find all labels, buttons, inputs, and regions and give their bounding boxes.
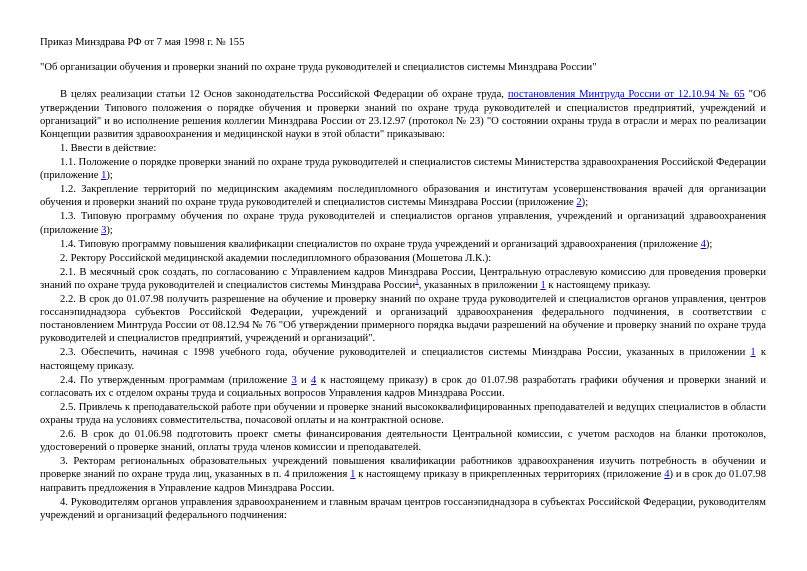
paragraph-text: 1.3. Типовую программу обучения по охране труда руководителей и специалистов органов управления, учреждений и организаций здравоохранения (приложение: [40, 211, 766, 236]
document: [40, 36, 766, 522]
link-appendix-3[interactable]: 3: [101, 224, 107, 236]
paragraph-text: 2.4. По утвержденным программам (приложение: [60, 374, 292, 386]
paragraph-text: );: [106, 170, 113, 182]
document-title: Приказ Минздрава РФ от 7 мая 1998 г. № 155: [40, 37, 245, 48]
paragraph-2-2: 2.2. В срок до 01.07.98 получить разрешение на обучение и проверку знаний по охране труда руководителей и специалистов органов управления, центров госсанэпиднадзора субъектов Российской Федерации, учреждений и организаций здравоохранения федерального подчинения, в соответствии с постановлением Минтруда России от 08.12.94 № 76 "Об утверждении примерного порядка выдачи разрешений на обучение и проверку знаний по охране труда руководителей и специалистов предприятий, учреждений и организаций".: [40, 293, 766, 345]
paragraph-text: ) и в срок до 01.07.98 направить предложения в Управление кадров Минздрава России.: [40, 469, 766, 494]
paragraph-2-3: [40, 346, 766, 372]
paragraph-4: 4. Руководителям органов управления здравоохранением и главным врачам центров госсанэпиднадзора в субъектах Российской Федерации, руководителям учреждений и организаций федерального подчинения:: [40, 496, 766, 521]
link-appendix-1[interactable]: 1: [101, 170, 107, 182]
paragraph-text: 2.1. В месячный срок создать, по согласованию с Управлением кадров Минздрава России, Центральную отраслевую комиссию для проведения проверки знаний по охране труда руководителей и специалистов системы Минздрава России: [40, 266, 766, 291]
intro-text-a: В целях реализации статьи 12 Основ законодательства Российской Федерации об охране труда,: [60, 89, 508, 101]
paragraph-1-3: [40, 210, 766, 236]
paragraph-intro: [40, 88, 766, 141]
paragraph-text: );: [581, 197, 589, 209]
link-appendix-2[interactable]: 2: [576, 197, 582, 209]
paragraph-text: и: [296, 374, 312, 386]
paragraph-text: );: [705, 238, 713, 250]
link-appendix-1[interactable]: 1: [540, 279, 546, 291]
paragraph-text: , указанных в приложении: [418, 279, 541, 291]
paragraph-1-4: [40, 238, 766, 251]
paragraph-2-4: [40, 374, 766, 400]
paragraph-2-5: 2.5. Привлечь к преподавательской работе при обучении и проверке знаний высококвалифицированных преподавателей и ведущих специалистов в области охраны труда на условиях совместительства, почасовой оплаты и на контрактной основе.: [40, 401, 766, 427]
paragraph-2: 2. Ректору Российской медицинской академии последипломного образования (Мошетова Л.К.):: [60, 252, 492, 264]
paragraph-text: к настоящему приказу.: [545, 279, 651, 291]
link-appendix-4[interactable]: 4: [664, 469, 670, 481]
paragraph-text: 1.1. Положение о порядке проверки знаний по охране труда руководителей и специалистов системы Министерства здравоохранения Российской Федерации (приложение: [40, 157, 766, 182]
footnote-link-1[interactable]: 1: [415, 277, 419, 286]
link-appendix-3[interactable]: 3: [291, 374, 297, 386]
paragraph-text: к настоящему приказу в прикрепленных территориях (приложение: [355, 469, 665, 481]
document-subtitle: "Об организации обучения и проверки знаний по охране труда руководителей и специалистов системы Минздрава России": [40, 62, 597, 74]
paragraph-text: 1.2. Закрепление территорий по медицинским академиям последипломного образования и институтам усовершенствования врачей для организации обучения и проверки знаний по охране труда руководителей и специалистов системы Минздрава России (приложение: [40, 184, 766, 209]
link-appendix-4[interactable]: 4: [700, 238, 706, 250]
paragraph-3: [40, 455, 766, 495]
paragraph-2-6: 2.6. В срок до 01.06.98 подготовить проект сметы финансирования деятельности Центральной комиссии, с учетом расходов на бланки протоколов, удостоверений о проверке знаний, оплаты труда членов комиссии и преподавателей.: [40, 429, 766, 454]
link-appendix-4[interactable]: 4: [311, 374, 317, 386]
paragraph-text: 3. Ректорам региональных образовательных учреждений повышения квалификации работников здравоохранения изучить потребность в обучении и проверке знаний по охране труда лиц, указанных в п. 4 приложения: [40, 456, 766, 481]
paragraph-2-1: [40, 266, 766, 292]
paragraph-1-2: [40, 183, 766, 209]
paragraph-text: );: [106, 224, 113, 236]
paragraph-1: 1. Ввести в действие:: [60, 143, 157, 155]
paragraph-text: 1.4. Типовую программу повышения квалификации специалистов по охране труда учреждений и организаций здравоохранения (приложение: [60, 238, 701, 250]
paragraph-text: к настоящему приказу.: [40, 347, 766, 372]
link-appendix-1[interactable]: 1: [350, 469, 356, 481]
link-postanovlenie-mintruda[interactable]: постановления Минтруда России от 12.10.94 № 65: [507, 89, 745, 101]
link-appendix-1[interactable]: 1: [750, 347, 756, 359]
paragraph-text: к настоящему приказу) в срок до 01.07.98 разработать графики обучения и проверки знаний и согласовать их с отделом охраны труда и социальных вопросов Управления кадров Минздрава России.: [40, 374, 766, 399]
intro-text-b: "Об утверждении Типового положения о порядке обучения и проверки знаний по охране труда руководителей и специалистов предприятий, учреждений и организаций" и во исполнение решения коллегии Минздрава России от 23.12.97 (протокол № 23) "О состоянии охраны труда в отрасли и мерах по реализации Концепции развития здравоохранения и медицинской науки в этой области" приказываю:: [40, 89, 766, 141]
paragraph-text: 2.3. Обеспечить, начиная с 1998 учебного года, обучение руководителей и специалистов системы Минздрава России, указанных в приложении: [60, 347, 751, 359]
paragraph-1-1: [40, 156, 766, 182]
